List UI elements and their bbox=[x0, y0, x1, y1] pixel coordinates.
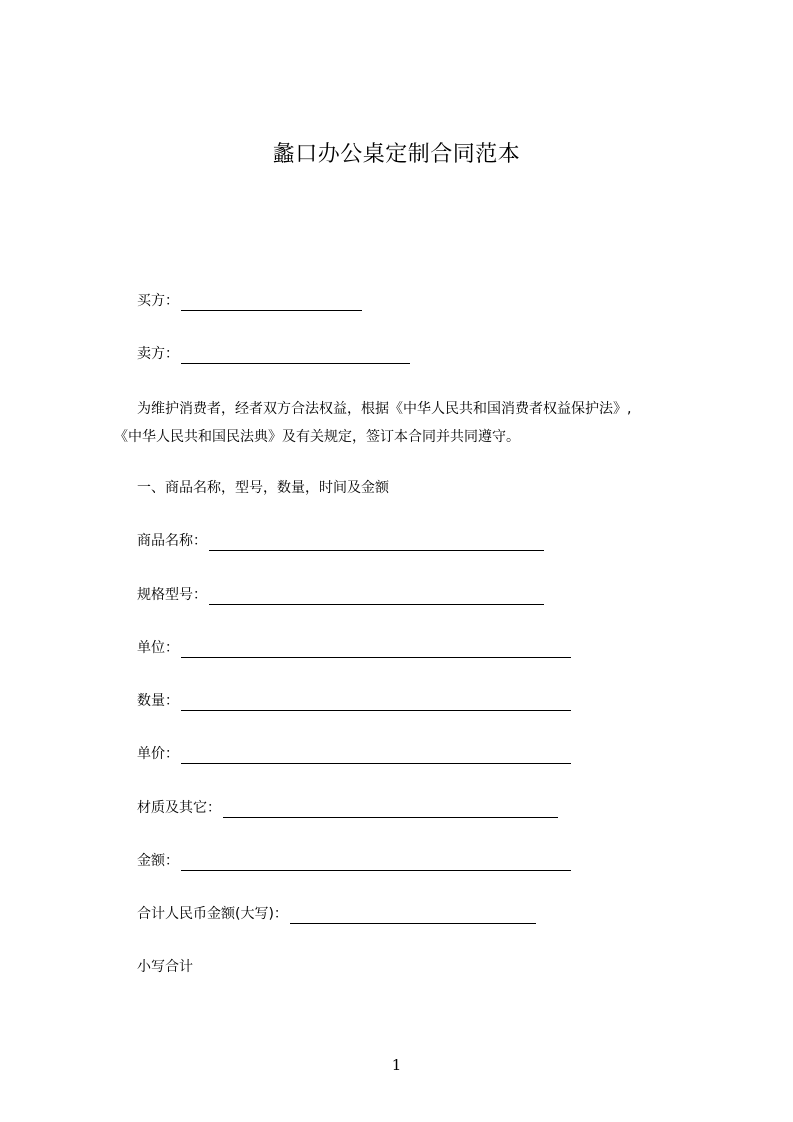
buyer-line bbox=[137, 291, 362, 311]
seller-blank bbox=[181, 349, 410, 364]
product-name-line bbox=[137, 531, 544, 551]
amount-label: 金额： bbox=[137, 853, 179, 869]
intro-paragraph bbox=[114, 395, 704, 451]
material-label: 材质及其它： bbox=[137, 800, 221, 816]
product-name-blank bbox=[209, 536, 544, 551]
unit-price-line bbox=[137, 744, 571, 764]
amount-line bbox=[137, 851, 571, 871]
buyer-blank bbox=[181, 296, 362, 311]
quantity-blank bbox=[181, 696, 571, 711]
seller-line bbox=[137, 344, 410, 364]
product-name-label: 商品名称： bbox=[137, 533, 207, 549]
total-uppercase-line bbox=[137, 904, 536, 924]
quantity-label: 数量： bbox=[137, 693, 179, 709]
document-title: 蠡口办公桌定制合同范本 bbox=[272, 142, 521, 167]
total-lowercase-label: 小写合计 bbox=[137, 959, 193, 975]
total-lowercase-line bbox=[137, 957, 193, 977]
material-line bbox=[137, 798, 558, 818]
intro-line-1 bbox=[114, 395, 704, 423]
material-blank bbox=[223, 803, 558, 818]
intro-line-2: 《中华人民共和国民法典》及有关规定，签订本合同并共同遵守。 bbox=[114, 429, 520, 445]
amount-blank bbox=[181, 856, 571, 871]
total-uppercase-label: 合计人民币金额(大写)： bbox=[137, 906, 288, 922]
unit-label: 单位： bbox=[137, 640, 179, 656]
total-uppercase-blank bbox=[290, 909, 536, 924]
buyer-label: 买方： bbox=[137, 293, 179, 309]
seller-label: 卖方： bbox=[137, 346, 179, 362]
section-1-heading-text: 一、商品名称，型号，数量，时间及金额 bbox=[137, 480, 389, 496]
model-label: 规格型号： bbox=[137, 587, 207, 603]
intro-line-1-text: 为维护消费者，经者双方合法权益，根据《中华人民共和国消费者权益保护法》, bbox=[137, 401, 632, 417]
model-blank bbox=[209, 590, 544, 605]
quantity-line bbox=[137, 691, 571, 711]
unit-line bbox=[137, 638, 571, 658]
model-line bbox=[137, 585, 544, 605]
unit-price-label: 单价： bbox=[137, 746, 179, 762]
page-number: 1 bbox=[391, 1056, 402, 1074]
unit-blank bbox=[181, 643, 571, 658]
section-1-heading bbox=[137, 478, 389, 498]
unit-price-blank bbox=[181, 749, 571, 764]
